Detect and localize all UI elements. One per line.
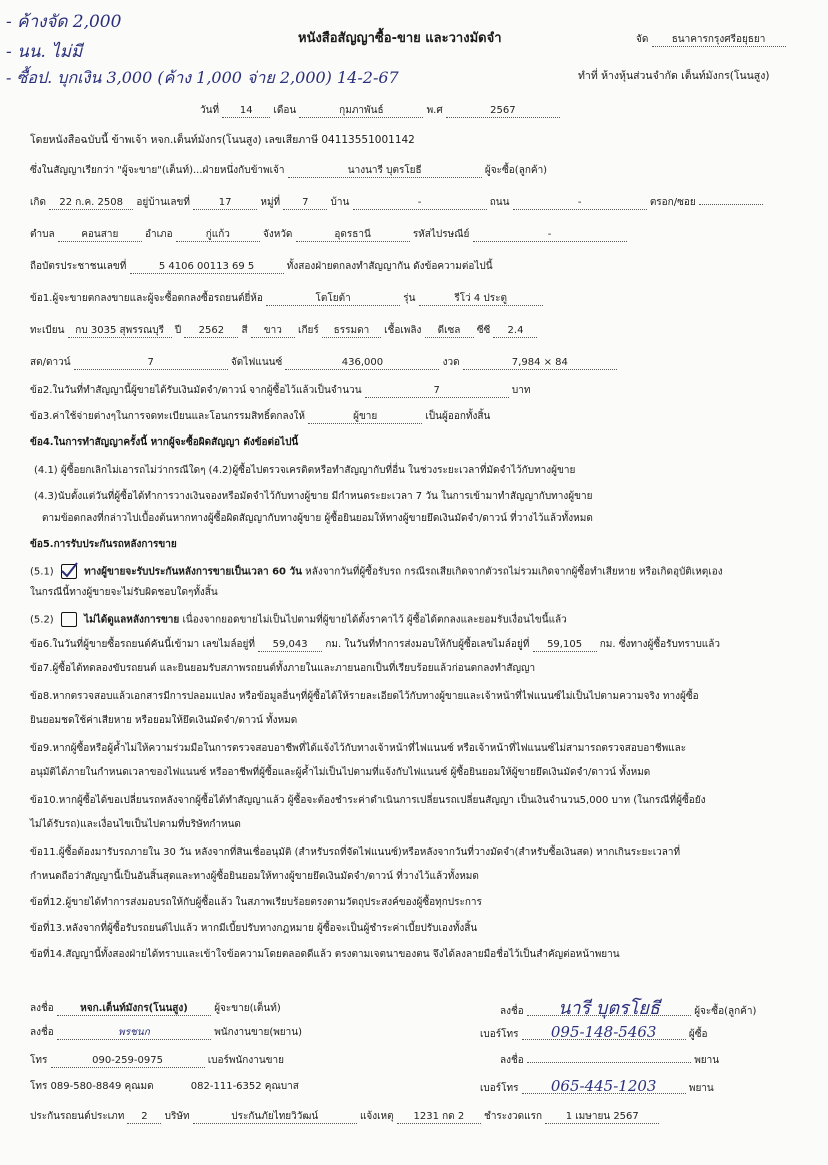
buyer-tel-line: เบอร์โทร 095-148-5463 ผู้ซื้อ [480,1023,708,1041]
clause-8a: ข้อ8.หากตรวจสอบแล้วเอกสารมีการปลอมแปลง หรือข้อมูลอื่นๆที่ผู้ซื้อได้ให้รายละเอียดไว้กับทางผู้ขายและเจ้าหน้าที่ไฟแนนซ์ไม่เป็นไปตามความจริง ทางผู้ซื้อ [30,691,699,702]
buyer-name: นางนารี บุตรโยธี [288,164,482,178]
clause-5-1b: ในกรณีนี้ทางผู้ขายจะไม่รับผิดชอบใดๆทั้งสิ้น [30,587,218,598]
witness-tel-line: เบอร์โทร 065-445-1203 พยาน [480,1077,714,1095]
clause-13: ข้อที่13.หลังจากที่ผู้ซื้อรับรถยนต์ไปแล้ว หากมีเบี้ยปรับทางกฎหมาย ผู้ซื้อจะเป็นผู้ชำระค่าเบี้ยปรับเองทั้งสิ้น [30,923,478,934]
id-line: ถือบัตรประชาชนเลขที่ 5 4106 00113 69 5 ทั้งสองฝ่ายตกลงทำสัญญากัน ดังข้อความต่อไปนี้ [30,261,493,272]
clause-10b: ไม่ได้รับรถ)และเงื่อนไขเป็นไปตามที่บริษัทกำหนด [30,819,241,830]
seller-name: หจก.เต็นท์มังกร(โนนสูง) [57,1002,211,1016]
handwritten-note-deposit: - ค้างจัด 2,000 [6,12,122,32]
buyer-signature: นารี บุตรโยธี [527,1002,691,1016]
clause-8b: ยินยอมชดใช้ค่าเสียหาย หรือยอมให้ยึดเงินมัดจำ/ดาวน์ ทั้งหมด [30,715,298,726]
vehicle-line-3: สด/ดาวน์ 7 จัดไฟแนนซ์ 436,000 งวด 7,984 × 84 [30,356,617,370]
id-number: 5 4106 00113 69 5 [130,260,284,274]
document-title: หนังสือสัญญาซื้อ-ขาย และวางมัดจำ [298,31,502,46]
contact-tel-line: โทร 089-580-8849 คุณมด 082-111-6352 คุณบาส [30,1081,299,1092]
clause-9b: อนุมัติได้ภายในกำหนดเวลาของไฟแนนซ์ หรืออาชีพที่ผู้ซื้อและผู้ค้ำไม่เป็นไปตามที่แจ้งกับไฟแนนซ์ ผู้ซื้อยินยอมให้ผู้ขายยึดเงินมัดจำ/ดาวน์ ทั้งหมด [30,767,651,778]
date-year: 2567 [446,104,560,118]
clause-12: ข้อที่12.ผู้ขายได้ทำการส่งมอบรถให้กับผู้ซื้อแล้ว ในสภาพเรียบร้อยตรงตามวัตถุประสงค์ของผู้ซื้อทุกประการ [30,897,482,908]
address-line: เกิด 22 ก.ค. 2508 อยู่บ้านเลขที่ 17 หมู่ที่ 7 บ้าน - ถนน - ตรอก/ซอย [30,196,763,210]
clause-9a: ข้อ9.หากผู้ซื้อหรือผู้ค้ำไม่ให้ความร่วมมือในการตรวจสอบอาชีพที่ได้แจ้งไว้กับทางเจ้าหน้าที่ไฟแนนซ์ หรือเจ้าหน้าที่ไฟแนนซ์ไม่สามารถตรวจสอบอาชีพและ [30,743,687,754]
checkmark-icon [60,562,78,578]
vehicle-line-1: ข้อ1.ผู้จะขายตกลงขายและผู้จะซื้อตกลงซื้อรถยนต์ยี่ห้อ โตโยต้า รุ่น รีโว่ 4 ประตู [30,292,543,306]
contract-place: ทำที่ ห้างหุ้นส่วนจำกัด เต็นท์มังกร(โนนสูง) [578,70,770,82]
clause-10a: ข้อ10.หากผู้ซื้อได้ขอเปลี่ยนรถหลังจากผู้ซื้อได้ทำสัญญาแล้ว ผู้ซื้อจะต้องชำระค่าดำเนินการเปลี่ยนรถเปลี่ยนสัญญา เป็นเงินจำนวน5,000 บาท (ในกรณีที่ผู้ซื้อยัง [30,795,706,806]
handwritten-note-weight: - นน. ไม่มี [6,42,83,62]
party-line: ซึ่งในสัญญาเรียกว่า "ผู้จะขาย"(เต็นท์)...ฝ่ายหนึ่งกับข้าพเจ้า นางนารี บุตรโยธี ผู้จะซื้อ(ลูกค้า) [30,165,548,176]
clause-3: ข้อ3.ค่าใช้จ่ายต่างๆในการจดทะเบียนและโอนกรรมสิทธิ์ตกลงให้ ผู้ขาย เป็นผู้ออกทั้งสิ้น [30,411,491,422]
contract-intro: โดยหนังสือฉบับนี้ ข้าพเจ้า หจก.เต็นท์มังกร(โนนสูง) เลขเสียภาษี 04113551001142 [30,134,415,146]
witness-tel: 065-445-1203 [522,1080,686,1094]
staff-tel: 090-259-0975 [51,1054,205,1068]
handwritten-note-payment: - ซื้อป. บุกเงิน 3,000 (ค้าง 1,000 จ่าย 2,000) 14-2-67 [6,68,399,87]
birth-date: 22 ก.ค. 2508 [49,196,133,210]
clause-4-3a: (4.3)นับตั้งแต่วันที่ผู้ซื้อได้ทำการวางเงินจองหรือมัดจำไว้กับทางผู้ขาย มีกำหนดระยะเวลา 7 วัน ในการเข้ามาทำสัญญากับทางผู้ขาย [34,491,593,502]
contract-date: วันที่ 14 เดือน กุมภาพันธ์ พ.ศ 2567 [200,104,560,118]
clause-5-title: ข้อ5.การรับประกันรถหลังการขาย [30,539,177,550]
clause-11b: กำหนดถือว่าสัญญานี้เป็นอันสิ้นสุดและทางผู้ซื้อยินยอมให้ทางผู้ขายยึดเงินมัดจำ/ดาวน์ ที่วางไว้แล้วทั้งหมด [30,871,479,882]
clause-5-1: (5.1) ทางผู้ขายจะรับประกันหลังการขายเป็นเวลา 60 วัน หลังจากวันที่ผู้ซื้อรับรถ กรณีรถเสียเกิดจากตัวรถไม่รวมเกิดจากผู้ซื้อทำเสียหาย หรือเกิดอุบัติเหตุเอง [30,564,723,579]
bank-value: ธนาคารกรุงศรีอยุธยา [652,33,786,47]
clause-2: ข้อ2.ในวันที่ทำสัญญานี้ผู้ขายได้รับเงินมัดจำ/ดาวน์ จากผู้ซื้อไว้แล้วเป็นจำนวน 7 บาท [30,385,531,396]
witness-sign-line: ลงชื่อ พยาน [500,1055,720,1066]
location-line: ตำบล คอนสาย อำเภอ กู่แก้ว จังหวัด อุดรธานี รหัสไปรษณีย์ - [30,228,627,242]
clause-4-3b: ตามข้อตกลงที่กล่าวไปเบื้องต้นหากทางผู้ซื้อผิดสัญญากับทางผู้ขาย ผู้ซื้อยินยอมให้ทางผู้ขายยึดเงินมัดจำ/ดาวน์ ที่วางไว้แล้วทั้งหมด [42,513,593,524]
vehicle-line-2: ทะเบียน กบ 3035 สุพรรณบุรี ปี 2562 สี ขาว เกียร์ ธรรมดา เชื้อเพลิง ดีเซล ซีซี 2.4 [30,324,537,338]
clause-5-2: (5.2) ไม่ได้ดูแลหลังการขาย เนื่องจากยอดขายไม่เป็นไปตามที่ผู้ขายได้ตั้งราคาไว้ ผู้ซื้อได้ตกลงและยอมรับเงื่อนไขนี้แล้ว [30,612,567,627]
staff-signature: พรชนก [57,1026,211,1040]
date-day: 14 [222,104,270,118]
seller-signature-line: ลงชื่อ หจก.เต็นท์มังกร(โนนสูง) ผู้จะขาย(เต็นท์) [30,1003,281,1014]
buyer-tel: 095-148-5463 [522,1026,686,1040]
staff-signature-line: ลงชื่อ พรชนก พนักงานขาย(พยาน) [30,1027,303,1038]
clause-4-1: (4.1) ผู้ซื้อยกเลิกไม่เอารถไม่ว่ากรณีใดๆ (4.2)ผู้ซื้อไปตรวจเครดิตหรือทำสัญญากับที่อื่น ในช่วงระยะเวลาที่มัดจำไว้กับทางผู้ขาย [34,465,576,476]
no-warranty-checkbox[interactable] [61,612,77,627]
clause-4-title: ข้อ4.ในการทำสัญญาครั้งนี้ หากผู้จะซื้อผิดสัญญา ดังข้อต่อไปนี้ [30,437,299,448]
clause-7: ข้อ7.ผู้ซื้อได้ทดลองขับรถยนต์ และยินยอมรับสภาพรถยนต์ทั้งภายในและภายนอกเป็นที่เรียบร้อยแล้วก่อนตกลงทำสัญญา [30,663,536,674]
staff-tel-line: โทร 090-259-0975 เบอร์พนักงานขาย [30,1055,284,1066]
buyer-signature-line: ลงชื่อ นารี บุตรโยธี ผู้จะซื้อ(ลูกค้า) [500,998,757,1019]
date-month: กุมภาพันธ์ [299,104,423,118]
clause-6: ข้อ6.ในวันที่ผู้ขายซื้อรถยนต์คันนี้เข้ามา เลขไมล์อยู่ที่ 59,043 กม. ในวันที่ทำการส่งมอบให้กับผู้ซื้อเลขไมล์อยู่ที่ 59,105 กม. ซึ่งทางผู้ซื้อรับทราบแล้ว [30,639,720,650]
clause-11a: ข้อ11.ผู้ซื้อต้องมารับรถภายใน 30 วัน หลังจากที่สินเชื่ออนุมัติ (สำหรับรถที่จัดไฟแนนซ์)หรือหลังจากวันที่วางมัดจำ(สำหรับซื้อเงินสด) หากเกินระยะเวลาที่ [30,847,681,858]
clause-14: ข้อที่14.สัญญานี้ทั้งสองฝ่ายได้ทราบและเข้าใจข้อความโดยตลอดดีแล้ว ตรงตามเจตนาของตน จึงได้ลงลายมือชื่อไว้เป็นสำคัญต่อหน้าพยาน [30,949,620,960]
bank-label: จัด [636,34,649,45]
insurance-line: ประกันรถยนต์ประเภท 2 บริษัท ประกันภัยไทยวิวัฒน์ แจ้งเหตุ 1231 กด 2 ชำระงวดแรก 1 เมษายน 2567 [30,1110,659,1124]
warranty-checkbox-checked[interactable] [61,564,77,579]
